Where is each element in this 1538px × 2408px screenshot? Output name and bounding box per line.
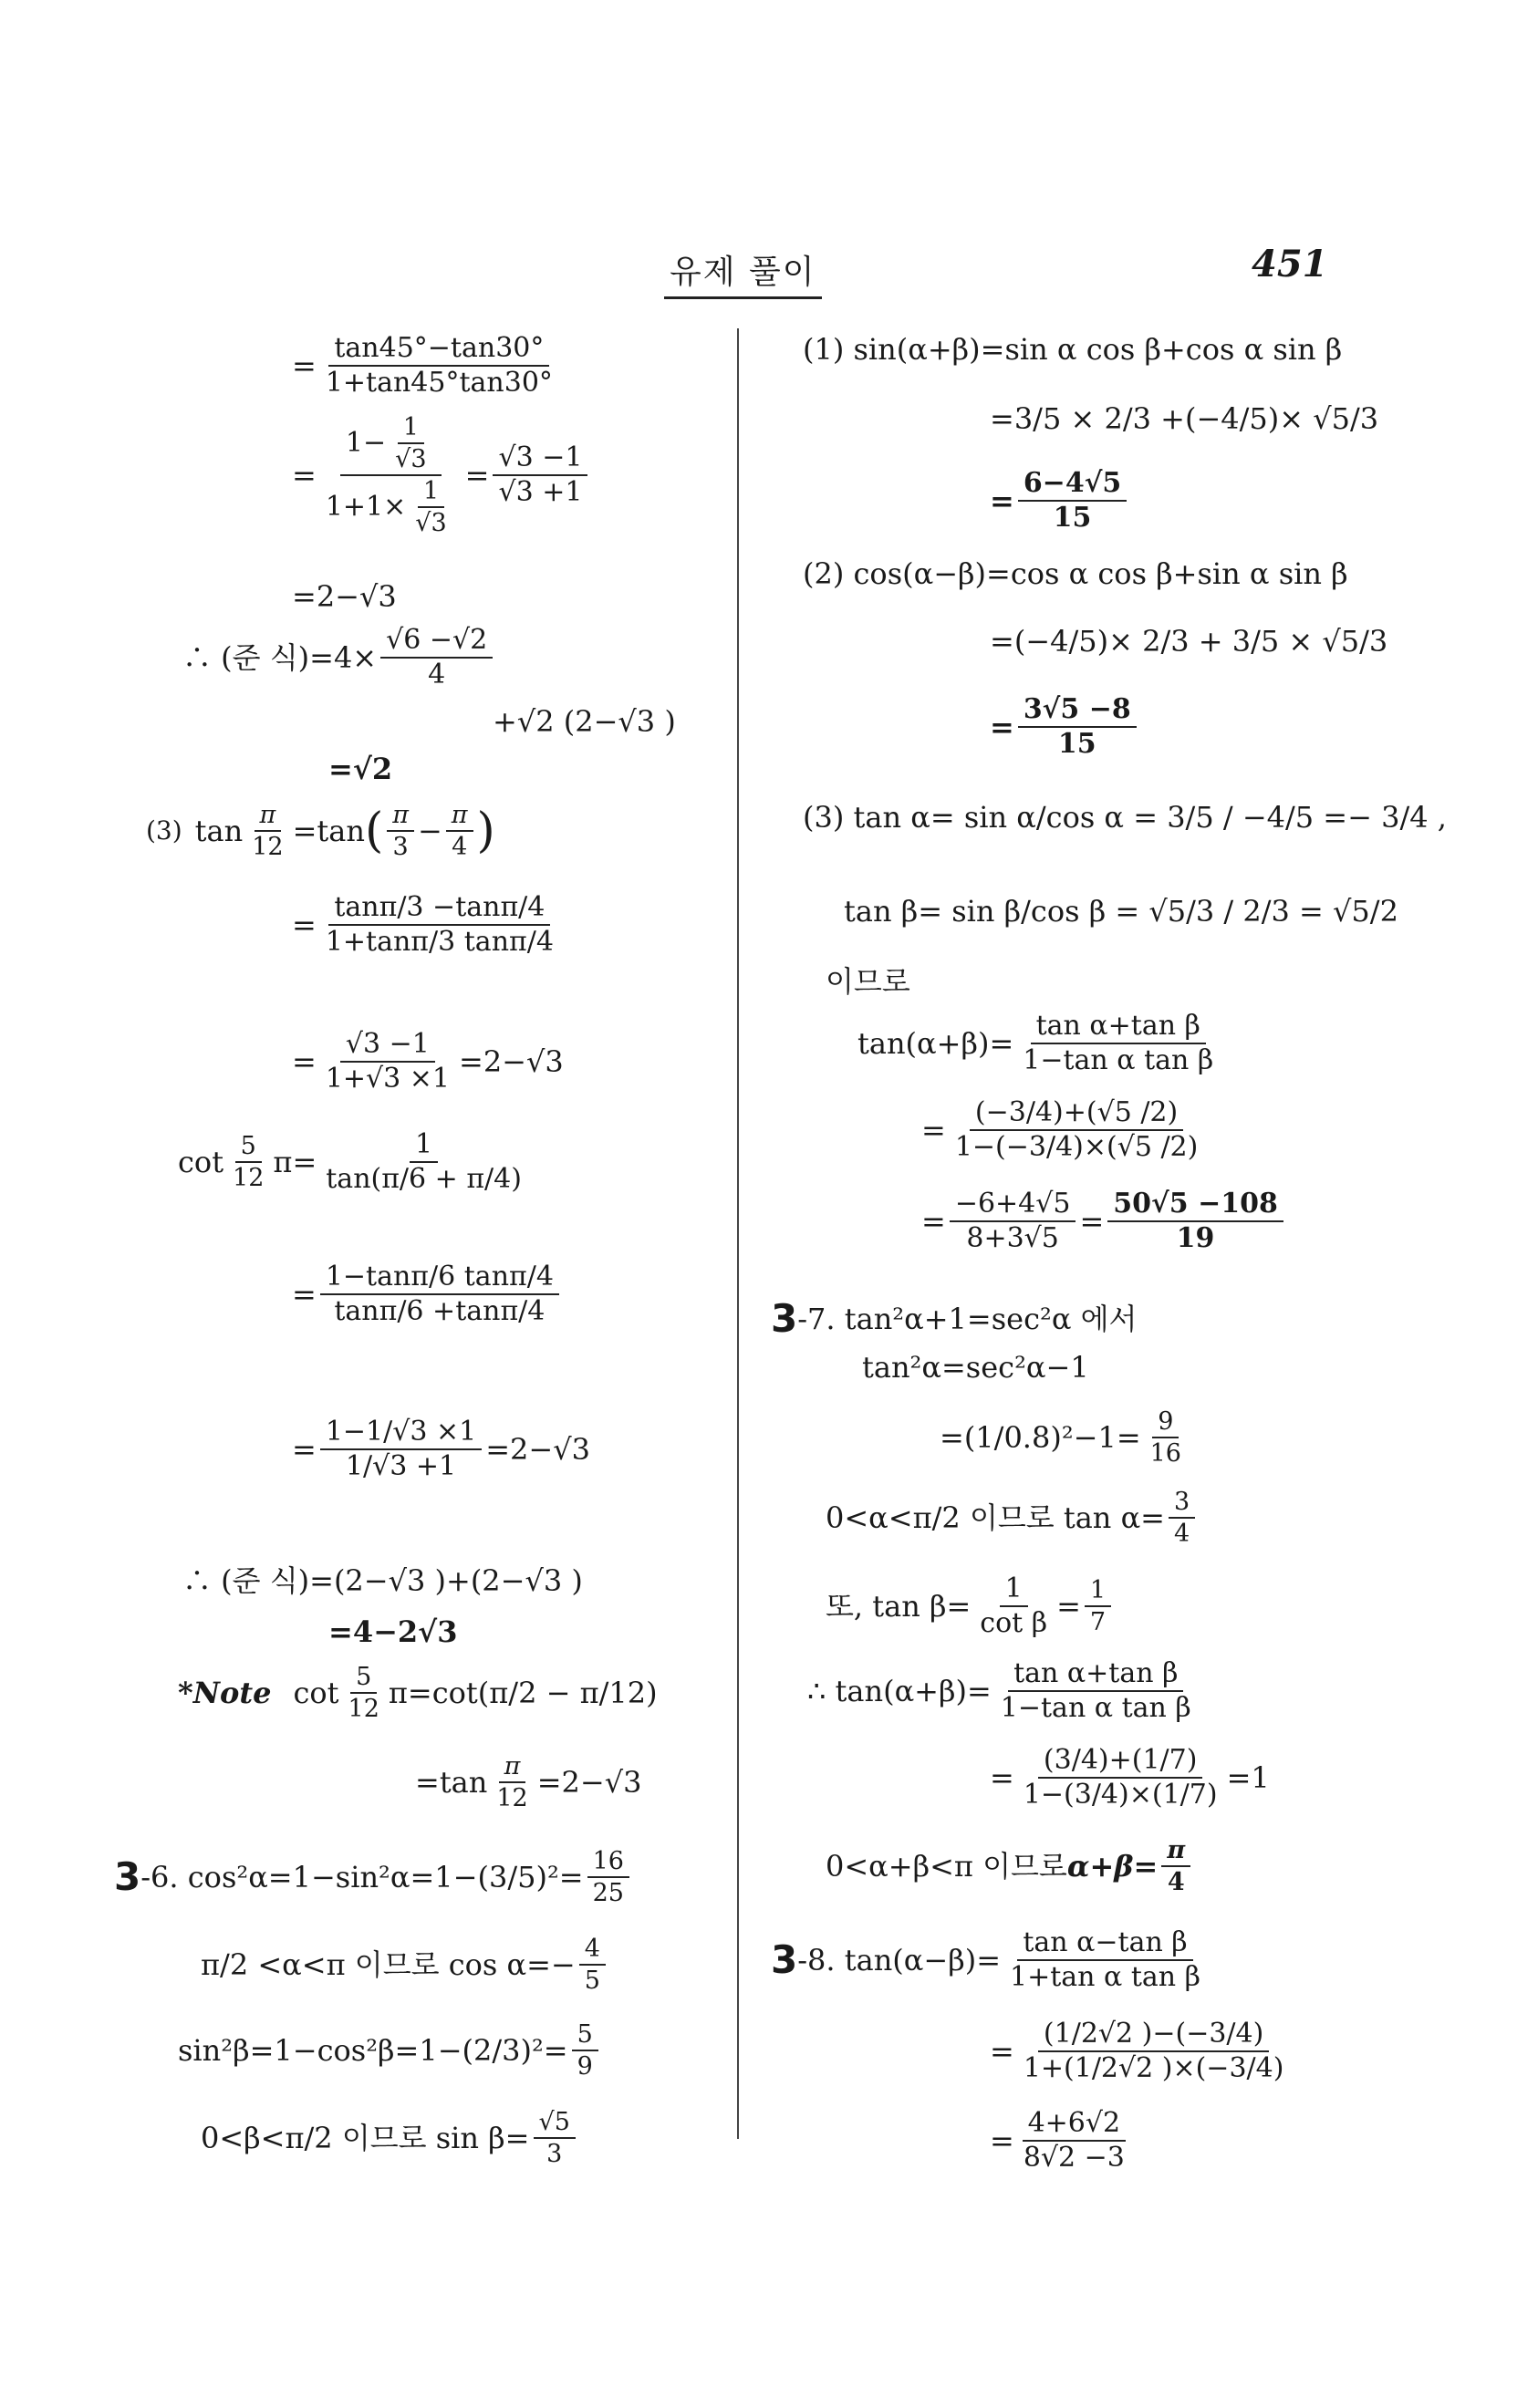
eq-line: 이므로	[826, 964, 910, 999]
eq-line: = $\frac{3√5 -8}{15}$	[990, 696, 1140, 758]
eq-line: (3) tan α= sin α/cos α = 3/5 / −4/5 =− 3/4 ,	[803, 800, 1447, 835]
eq-line: ∴ tan(α+β)= $\frac{\text{tan α+tan β}}{\text{1−tan α tan β}}$	[807, 1657, 1191, 1724]
eq-line: 0<α+β<π 이므로 α+β= $\frac{\pi}{4}$	[826, 1838, 1194, 1894]
eq-line: = 1− $\frac{1}{√3}$ 1+1× $\frac{1}{√3}$ = $\frac{√3 -1}{√3 +1}$	[292, 415, 591, 535]
eq-line: =3/5 × 2/3 +(−4/5)× √5/3	[990, 401, 1379, 436]
eq-line: = $\frac{\tan\pi/3 -\tan\pi/4}{1+\tan\pi/3 \tan\pi/4}$	[292, 891, 554, 958]
eq-line: = $\frac{(-3/4)+(√5 /2)}{1-(-3/4)\times(√5 /2)}$	[921, 1096, 1199, 1163]
eq-line: = $\frac{(3/4)+(1/7)}{1-(3/4)\times(1/7)}$ =1	[990, 1744, 1270, 1811]
eq-line: = $\frac{6-4√5}{15}$	[990, 470, 1130, 532]
column-divider	[737, 328, 739, 2139]
eq-line: = $\frac{(1/2√2 )-(-3/4)}{1+(1/2√2 )\times(-3/4)}$	[990, 2018, 1284, 2084]
eq-line: 또, tan β= $\frac{1}{\text{cot β}}$ = $\frac{1}{7}$	[826, 1575, 1115, 1637]
eq-line: tan β= sin β/cos β = √5/3 / 2/3 = √5/2	[844, 894, 1398, 929]
eq-line: =tan $\frac{\pi}{12}$ =2−√3	[415, 1752, 642, 1812]
eq-line: 0<α<π/2 이므로 tan α= $\frac{3}{4}$	[826, 1489, 1199, 1546]
eq-line: =√2	[328, 752, 393, 786]
problem-3-7: 3 -7. tan²α+1=sec²α 에서	[771, 1296, 1138, 1341]
eq-line: tan²α=sec²α−1	[862, 1350, 1089, 1385]
page-number: 451	[1252, 243, 1328, 285]
eq-line: =(−4/5)× 2/3 + 3/5 × √5/3	[990, 624, 1388, 659]
eq-line: π/2 <α<π 이므로 cos α=− $\frac{4}{5}$	[201, 1936, 609, 1993]
eq-line: tan(α+β)= $\frac{\text{tan α+tan β}}{\text{1−tan α tan β}}$	[857, 1010, 1214, 1076]
page-header-title: 유제 풀이	[664, 246, 822, 299]
eq-line: (2) cos(α−β)=cos α cos β+sin α sin β	[803, 556, 1348, 591]
eq-line: (3) tan $\frac{\pi}{12}$ =tan ( π 3 − $\frac{\pi}{4}$ )	[146, 801, 495, 861]
eq-line: = $\frac{1-1/√3 \times 1}{1/√3 +1}$ =2−√3	[292, 1416, 590, 1482]
eq-line: 0<β<π/2 이므로 sin β= $\frac{√5}{3}$	[201, 2110, 579, 2166]
eq-line: = $\frac{1-\tan\pi/6 \tan\pi/4}{\tan\pi/6 +\tan\pi/4}$	[292, 1263, 563, 1325]
eq-line: = $\frac{-6+4√5}{8+3√5}$ = $\frac{50√5 -108}{19}$	[921, 1190, 1287, 1252]
eq-line: ∴ (준 식)=4× $\frac{√6 -√2}{4}$	[182, 627, 496, 689]
eq-line: =2−√3	[292, 579, 397, 614]
eq-line: =(1/0.8)²−1= $\frac{9}{16}$	[940, 1407, 1181, 1468]
eq-line: = $\frac{4+6√2}{8√2 -3}$	[990, 2107, 1125, 2174]
eq-line: *Note cot 5 12 π=cot(π/2 − π/12)	[178, 1663, 658, 1723]
eq-line: +√2 (2−√3 )	[493, 704, 676, 739]
eq-line: =4−2√3	[328, 1614, 458, 1649]
eq-line: = $\frac{√3 -1}{1+√3 \times 1}$ =2−√3	[292, 1028, 564, 1095]
problem-3-8: 3 -8. tan(α−β)= $\frac{\text{tan α−tan β}}{\text{1+tan α tan β}}$	[771, 1926, 1200, 1993]
eq-line: ∴ (준 식)=(2−√3 )+(2−√3 )	[182, 1563, 583, 1598]
eq-line: cot 5 12 π= $\frac{1}{\tan(\pi/6 + \pi/4)}$	[178, 1128, 522, 1195]
eq-line: sin²β=1−cos²β=1−(2/3)²= $\frac{5}{9}$	[178, 2022, 602, 2079]
problem-3-6: 3 -6. cos²α=1−sin²α=1−(3/5)²= $\frac{16}{25}$	[114, 1849, 633, 1905]
eq-line: (1) sin(α+β)=sin α cos β+cos α sin β	[803, 332, 1343, 367]
eq-line: = $\frac{\tan 45^\circ-\tan 30^\circ}{1+\tan 45^\circ\tan 30^\circ}$	[292, 332, 553, 399]
